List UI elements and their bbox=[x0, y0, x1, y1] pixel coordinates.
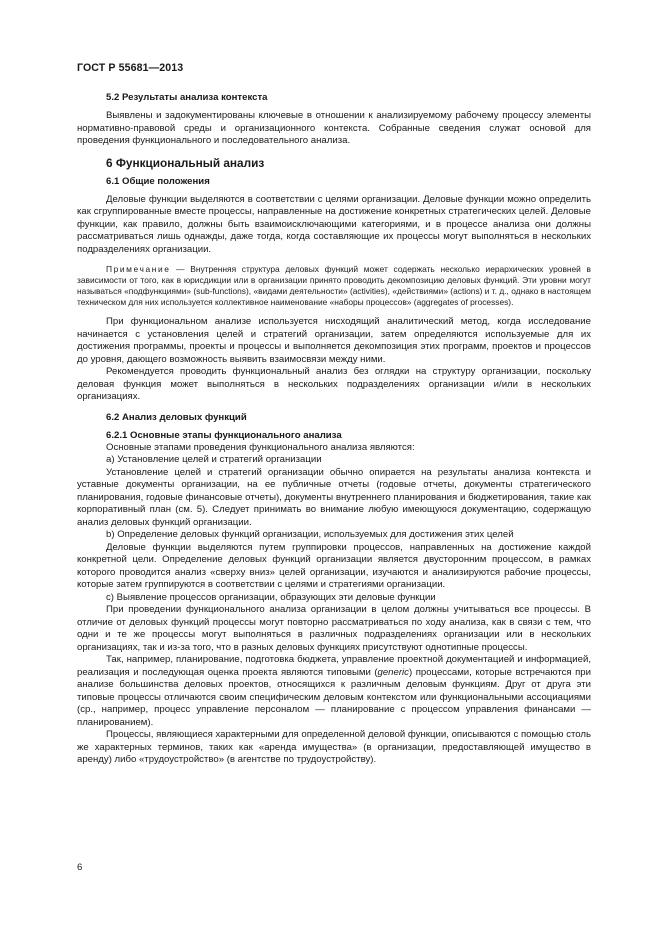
note-label: Примечание bbox=[106, 264, 171, 274]
page-number: 6 bbox=[77, 862, 83, 873]
section-5-2-paragraph: Выявлены и задокументированы ключевые в отношении к анализируемому рабочему процессу элементы нормативно-правовой среды и организационного контекста. Собранные сведения служат основой для проведения функционального и последовательного анализа. bbox=[77, 110, 591, 146]
section-6-1-paragraph-2: При функциональном анализе используется нисходящий аналитический метод, когда исследование начинается с установления целей и стратегий организации, затем определяются используемые для их достижения программы, проекты и процессы и выполняется декомпозиция этих программ, проектов и процессов до уровня, дающего возможность выявить взаимосвязи между ними. bbox=[77, 316, 591, 365]
typical-processes-text-2: ) процессами, которые встречаются при анализе большинства деловых проектов, относящихся к различным деловым функциям. Друг от друга эти типовые процессы отличаются своим специфическим деловым контекстом или функциональными ассоциациями (ср., например, процесс управление персоналом — планирование с процессом управления финансами — планированием). bbox=[77, 666, 591, 728]
stage-c-item: с) Выявление процессов организации, образующих эти деловые функции bbox=[106, 591, 436, 603]
section-6-2-heading: 6.2 Анализ деловых функций bbox=[106, 411, 247, 423]
section-5-2-heading: 5.2 Результаты анализа контекста bbox=[106, 92, 268, 103]
section-6-1-paragraph-3: Рекомендуется проводить функциональный анализ без оглядки на структуру организации, поскольку деловая функция может выполняться в нескольких подразделениях организации и/или в нескольких организациях. bbox=[77, 366, 591, 402]
note bbox=[77, 264, 591, 308]
stage-b-item: b) Определение деловых функций организации, используемых для достижения этих целей bbox=[106, 529, 514, 540]
section-6-1-heading: 6.1 Общие положения bbox=[106, 175, 210, 187]
page-content bbox=[77, 92, 591, 767]
stage-a-text: Установление целей и стратегий организации обычно опирается на результаты анализа контекста и уставные документы организации, на ее публичные отчеты (годовые отчеты, документы стратегического планирования, годовые финансовые отчеты), документы внутреннего планирования и бюджетирования, такие как корпоративный план (см. 5). Следует принимать во внимание любую имеющуюся документацию, содержащую анализ деловых функций организации. bbox=[77, 466, 591, 528]
stages-intro: Основные этапами проведения функционального анализа являются: bbox=[106, 441, 415, 453]
section-6-heading: 6 Функциональный анализ bbox=[106, 155, 265, 170]
typical-processes-paragraph bbox=[77, 654, 591, 729]
characteristic-processes-paragraph: Процессы, являющиеся характерными для определенной деловой функции, описываются с помощью столь же характерных терминов, таких как «аренда имущества» (в организации, предоставляющей имущество в аренду) либо «трудоустройство» (в агентстве по трудоустройству). bbox=[77, 729, 591, 765]
typical-processes-text-1: Так, например, планирование, подготовка бюджета, управление проектной документацией и информацией, реализация и последующая оценка проекта являются типовыми ( bbox=[77, 654, 591, 678]
standard-header: ГОСТ Р 55681—2013 bbox=[77, 62, 184, 74]
section-6-2-1-heading: 6.2.1 Основные этапы функционального анализа bbox=[106, 429, 342, 441]
stage-b-text: Деловые функции выделяются путем группировки процессов, направленных на достижение каждой конкретной цели. Определение деловых функций организации является двусторонним процессом, в рамках которого проводится анализ «сверху вниз» целей организации, изучаются и анализируются рабочие процессы, которые затем группируются в соответствии с целями и стратегиями организации. bbox=[77, 541, 591, 590]
stage-c-text: При проведении функционального анализа организации в целом должны учитываться все процессы. В отличие от деловых функций процессы могут повторно рассматриваться по ходу анализа, как в связи с тем, что одни и те же процессы могут выполняться в различных подразделениях организации или в нескольких организациях, так и из-за того, что в разных деловых функциях присутствуют однотипные процессы. bbox=[77, 604, 591, 653]
section-6-1-paragraph-1: Деловые функции выделяются в соответствии с целями организации. Деловые функции можно определить как сгруппированные вместе процессы, направленные на достижение конкретных стратегических целей. Деловые функции, как правило, должны быть взаимоисключающими категориями, и в процессе анализа они должны рассматриваться лишь однажды, даже тогда, когда составляющие их процессы могут выполняться в нескольких подразделениях организации. bbox=[77, 193, 591, 255]
note-text: — Внутренняя структура деловых функций может содержать несколько иерархических уровней в зависимости от того, как в юрисдикции или в организации принято проводить декомпозицию деловых функций. Эти уровни могут называться «подфункциями» (sub-functions), «видами деятельности» (activities), «действиями» (actions) и т. д., однако в настоящем техническом для них используется коллективное наименование «наборы процессов» (aggregates of processes). bbox=[77, 264, 591, 307]
typical-processes-generic-term: generic bbox=[377, 666, 409, 678]
stage-a-item: а) Установление целей и стратегий организации bbox=[106, 454, 322, 465]
